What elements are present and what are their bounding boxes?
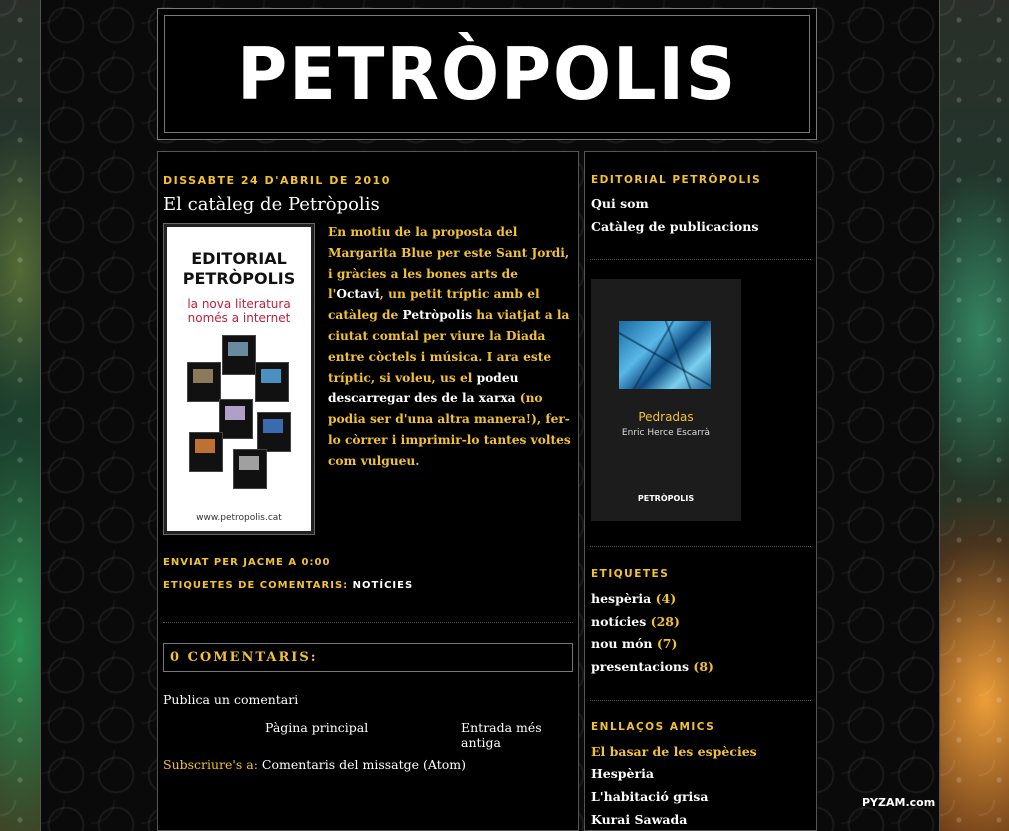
post-tags-label: ETIQUETES DE COMENTARIS: xyxy=(163,580,349,591)
tag-item-count: (8) xyxy=(693,659,714,674)
header-frame xyxy=(164,15,810,133)
post-body-text: ha viatjat a la ciutat comtal per viure la Diada entre còctels i música. I ara este tríptic, si voleu, us el xyxy=(328,308,570,385)
pyzam-watermark[interactable]: PYZAM.com xyxy=(862,796,936,809)
catalog-image-subtitle xyxy=(167,297,311,325)
tag-item-presentacions[interactable] xyxy=(591,659,714,674)
tag-item-count: (4) xyxy=(655,591,677,606)
sidebar xyxy=(584,151,817,831)
featured-book-image xyxy=(619,321,711,389)
post-body-text: (no podia ser d'una altra manera!), fer-lo còrrer i imprimir-lo tantes voltes com vulgueu. xyxy=(328,391,571,468)
post-title[interactable]: El catàleg de Petròpolis xyxy=(163,194,380,215)
mini-book-cover xyxy=(222,335,256,375)
tag-item-label[interactable]: presentacions xyxy=(591,659,690,674)
mini-book-cover xyxy=(187,362,221,402)
tag-item-label[interactable]: nou món xyxy=(591,636,653,651)
tag-item-label[interactable]: notícies xyxy=(591,614,647,629)
mini-book-cover xyxy=(257,412,291,452)
background-pattern-right xyxy=(939,0,1009,831)
catalog-image[interactable] xyxy=(164,224,314,534)
blog-title[interactable]: PETRÒPOLIS xyxy=(237,32,737,116)
subscribe-line xyxy=(163,757,466,772)
friend-link-basar[interactable]: El basar de les espècies xyxy=(591,744,757,759)
post-body-text: , un petit tríptic amb el catàleg de xyxy=(328,287,540,323)
catalog-image-title xyxy=(167,249,311,289)
sidebar-link-cataleg[interactable]: Catàleg de publicacions xyxy=(591,219,759,234)
catalog-image-title-line2: PETRÒPOLIS xyxy=(182,269,296,288)
divider xyxy=(163,622,573,623)
friend-link-hesperia[interactable]: Hespèria xyxy=(591,766,654,781)
divider xyxy=(590,546,811,547)
tag-item-nou-mon[interactable] xyxy=(591,636,677,651)
tag-item-label[interactable]: hespèria xyxy=(591,591,652,606)
home-page-link[interactable]: Pàgina principal xyxy=(265,720,369,735)
featured-book-author: Enric Herce Escarrà xyxy=(621,428,711,438)
mini-book-cover xyxy=(189,432,223,472)
featured-book-cover[interactable] xyxy=(591,279,741,521)
comments-heading: 0 COMENTARIS: xyxy=(163,643,573,672)
catalog-image-subtitle-line1: la nova literatura xyxy=(187,297,291,311)
catalog-image-subtitle-line2: només a internet xyxy=(187,311,291,325)
divider xyxy=(590,700,811,701)
tag-item-count: (7) xyxy=(656,636,678,651)
sidebar-tags-heading: ETIQUETES xyxy=(591,568,670,580)
featured-book-publisher: PETRÒPOLIS xyxy=(637,494,695,503)
sidebar-friends-heading: ENLLAÇOS AMICS xyxy=(591,721,716,733)
divider xyxy=(590,259,811,260)
older-post-link[interactable]: Entrada més antiga xyxy=(461,720,542,750)
featured-book-title: Pedradas xyxy=(638,410,694,424)
subscribe-label: Subscriure's a: xyxy=(163,757,258,772)
link-download[interactable]: podeu descarregar des de la xarxa xyxy=(328,370,519,406)
post-body xyxy=(328,222,574,472)
mini-book-cover xyxy=(233,449,267,489)
tag-item-count: (28) xyxy=(650,614,680,629)
friend-link-kurai-sawada[interactable]: Kurai Sawada xyxy=(591,812,688,827)
tag-item-noticies[interactable] xyxy=(591,614,680,629)
post-date: DISSABTE 24 D'ABRIL DE 2010 xyxy=(163,174,391,187)
mini-book-cover xyxy=(255,362,289,402)
post-author-line: ENVIAT PER JACME A 0:00 xyxy=(163,557,331,568)
mini-book-cover xyxy=(219,399,253,439)
subscribe-atom-link[interactable]: Comentaris del missatge (Atom) xyxy=(261,757,466,772)
sidebar-editorial-heading: EDITORIAL PETRÒPOLIS xyxy=(591,174,762,186)
link-petropolis[interactable]: Petròpolis xyxy=(402,308,473,323)
link-octavi[interactable]: Octavi xyxy=(336,287,380,302)
catalog-image-url: www.petropolis.cat xyxy=(196,513,282,523)
tag-link-noticies[interactable]: NOTÍCIES xyxy=(352,580,414,591)
background-pattern-left xyxy=(0,0,40,831)
catalog-image-title-line1: EDITORIAL xyxy=(191,249,287,268)
post-body-text: En motiu de la proposta del Margarita Blue per este Sant Jordi, i gràcies a les bones arts de l' xyxy=(328,225,570,302)
tag-item-hesperia[interactable] xyxy=(591,591,676,606)
blog-header xyxy=(157,8,817,140)
post-tags-line xyxy=(163,580,413,591)
friend-link-habitacio-grisa[interactable]: L'habitació grisa xyxy=(591,789,709,804)
main-column xyxy=(157,151,579,831)
sidebar-link-qui-som[interactable]: Qui som xyxy=(591,196,649,211)
post-comment-link[interactable]: Publica un comentari xyxy=(163,692,299,707)
